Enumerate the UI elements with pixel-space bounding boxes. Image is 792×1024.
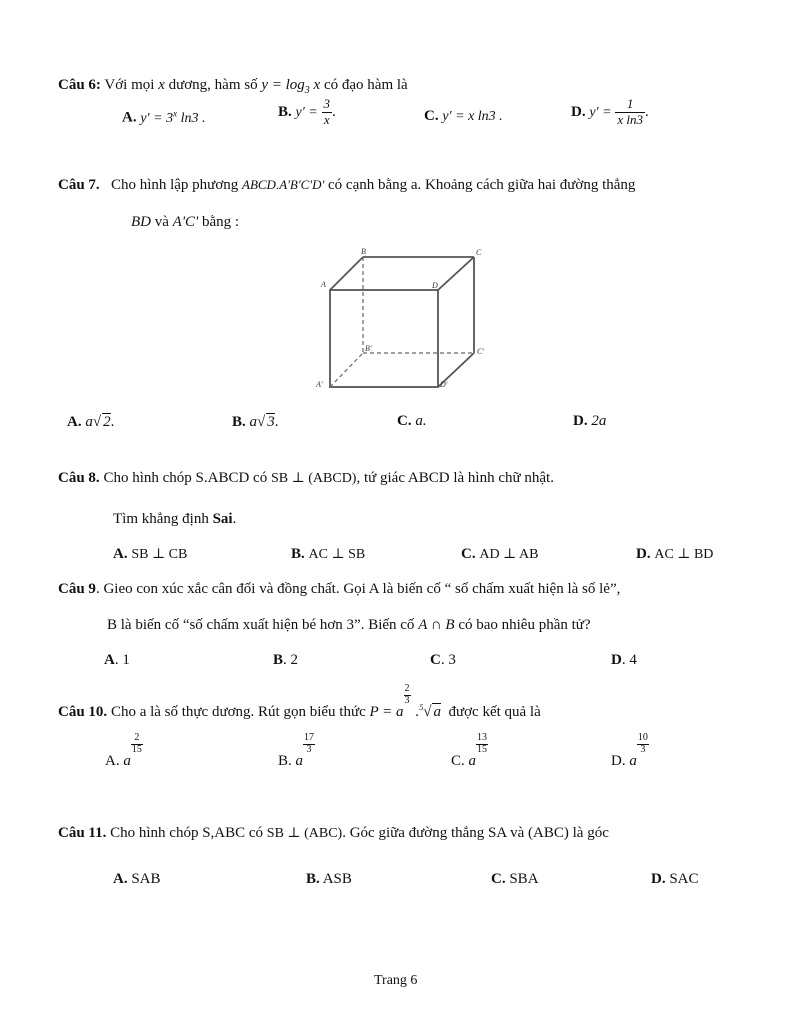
q11-option-d[interactable]: D. SAC [651, 871, 699, 887]
question-7-stem: Câu 7. Cho hình lập phương ABCD.A'B'C'D' có cạnh bằng a. Khoảng cách giữa hai đường thẳng [58, 177, 636, 193]
question-8-stem: Câu 8. Cho hình chóp S.ABCD có SB ⊥ (ABCD), tứ giác ABCD là hình chữ nhật. [58, 470, 554, 486]
page-number: Trang 6 [374, 973, 418, 988]
q6-option-a[interactable]: A. $y' = 3^x$ ln3 . [122, 108, 206, 126]
q10-option-b[interactable]: B. a 17 3 [278, 732, 315, 769]
q11-option-b[interactable]: B. ASB [306, 871, 352, 887]
question-7-stem-line2: BD và A'C' bằng : [131, 214, 240, 230]
question-11-label: Câu 11. [58, 825, 107, 841]
q9-option-d[interactable]: D. 4 [611, 652, 637, 668]
question-8-label: Câu 8. [58, 470, 100, 486]
q8-option-a[interactable]: A. SB ⊥ CB [113, 546, 188, 562]
q10-option-d[interactable]: D. a 10 3 [611, 732, 648, 769]
question-7-label: Câu 7. [58, 177, 100, 193]
q7-option-c[interactable]: C. a. [397, 413, 427, 429]
question-6-label: Câu 6: [58, 77, 101, 93]
question-6-stem: Câu 6: Với mọi x dương, hàm số $y = \log_3 x$ có đạo hàm là [58, 77, 408, 96]
q11-option-c[interactable]: C. SBA [491, 871, 539, 887]
q9-option-b[interactable]: B. 2 [273, 652, 299, 668]
q10-option-c[interactable]: C. a 13 15 [451, 732, 488, 769]
question-10-stem: Câu 10. Cho a là số thực dương. Rút gọn biểu thức P = a 2 3 .$^5$√ a được kết quả là [58, 683, 541, 720]
q8-option-c[interactable]: C. AD ⊥ AB [461, 546, 539, 562]
cube-figure [312, 245, 497, 395]
label-C: C [476, 248, 482, 257]
q8-option-d[interactable]: D. AC ⊥ BD [636, 546, 714, 562]
question-9-line1: Câu 9. Gieo con xúc xắc cân đối và đồng chất. Gọi A là biến cố “ số chấm xuất hiện là số lẻ”, [58, 581, 621, 597]
q6-option-b[interactable]: B. y′ = $\frac{3}{x}$ . [278, 96, 336, 127]
label-B1: B' [365, 344, 372, 353]
question-8-find: Tìm khẳng định Sai. [113, 511, 237, 527]
label-A1: A' [316, 380, 323, 389]
q6-option-d[interactable]: D. y′ = $\frac{1}{\text{x ln3}}$ . [571, 96, 649, 127]
q8-option-b[interactable]: B. AC ⊥ SB [291, 546, 366, 562]
q9-option-c[interactable]: C. 3 [430, 652, 456, 668]
cube-front-face [330, 290, 438, 387]
question-9-label: Câu 9 [58, 581, 96, 597]
label-D1: D' [440, 380, 448, 389]
question-11-stem: Câu 11. Cho hình chóp S,ABC có SB ⊥ (ABC). Góc giữa đường thẳng SA và (ABC) là góc [58, 825, 609, 841]
q7-option-a[interactable]: A. a√ 2. [67, 414, 115, 430]
label-C1: C' [477, 347, 485, 356]
q7-option-d[interactable]: D. 2a [573, 413, 607, 429]
log-function: $y = \log_3 x$ [261, 77, 321, 96]
q11-option-a[interactable]: A. SAB [113, 871, 161, 887]
q10-option-a[interactable]: A. a 2 15 [105, 732, 142, 769]
q9-option-a[interactable]: A. 1 [104, 652, 130, 668]
question-9-line2: B là biến cố “số chấm xuất hiện bé hơn 3”. Biến cố A ∩ B có bao nhiêu phần tử? [107, 617, 591, 633]
expression-p: P = a 2 3 .$^5$√ a [369, 683, 441, 720]
q6-option-c[interactable]: C. y′ = x ln3 . [424, 108, 503, 124]
label-A: A [321, 280, 326, 289]
question-10-label: Câu 10. [58, 704, 108, 720]
q7-option-b[interactable]: B. a√ 3. [232, 414, 279, 430]
label-B: B [361, 247, 366, 256]
label-D: D [432, 281, 438, 290]
